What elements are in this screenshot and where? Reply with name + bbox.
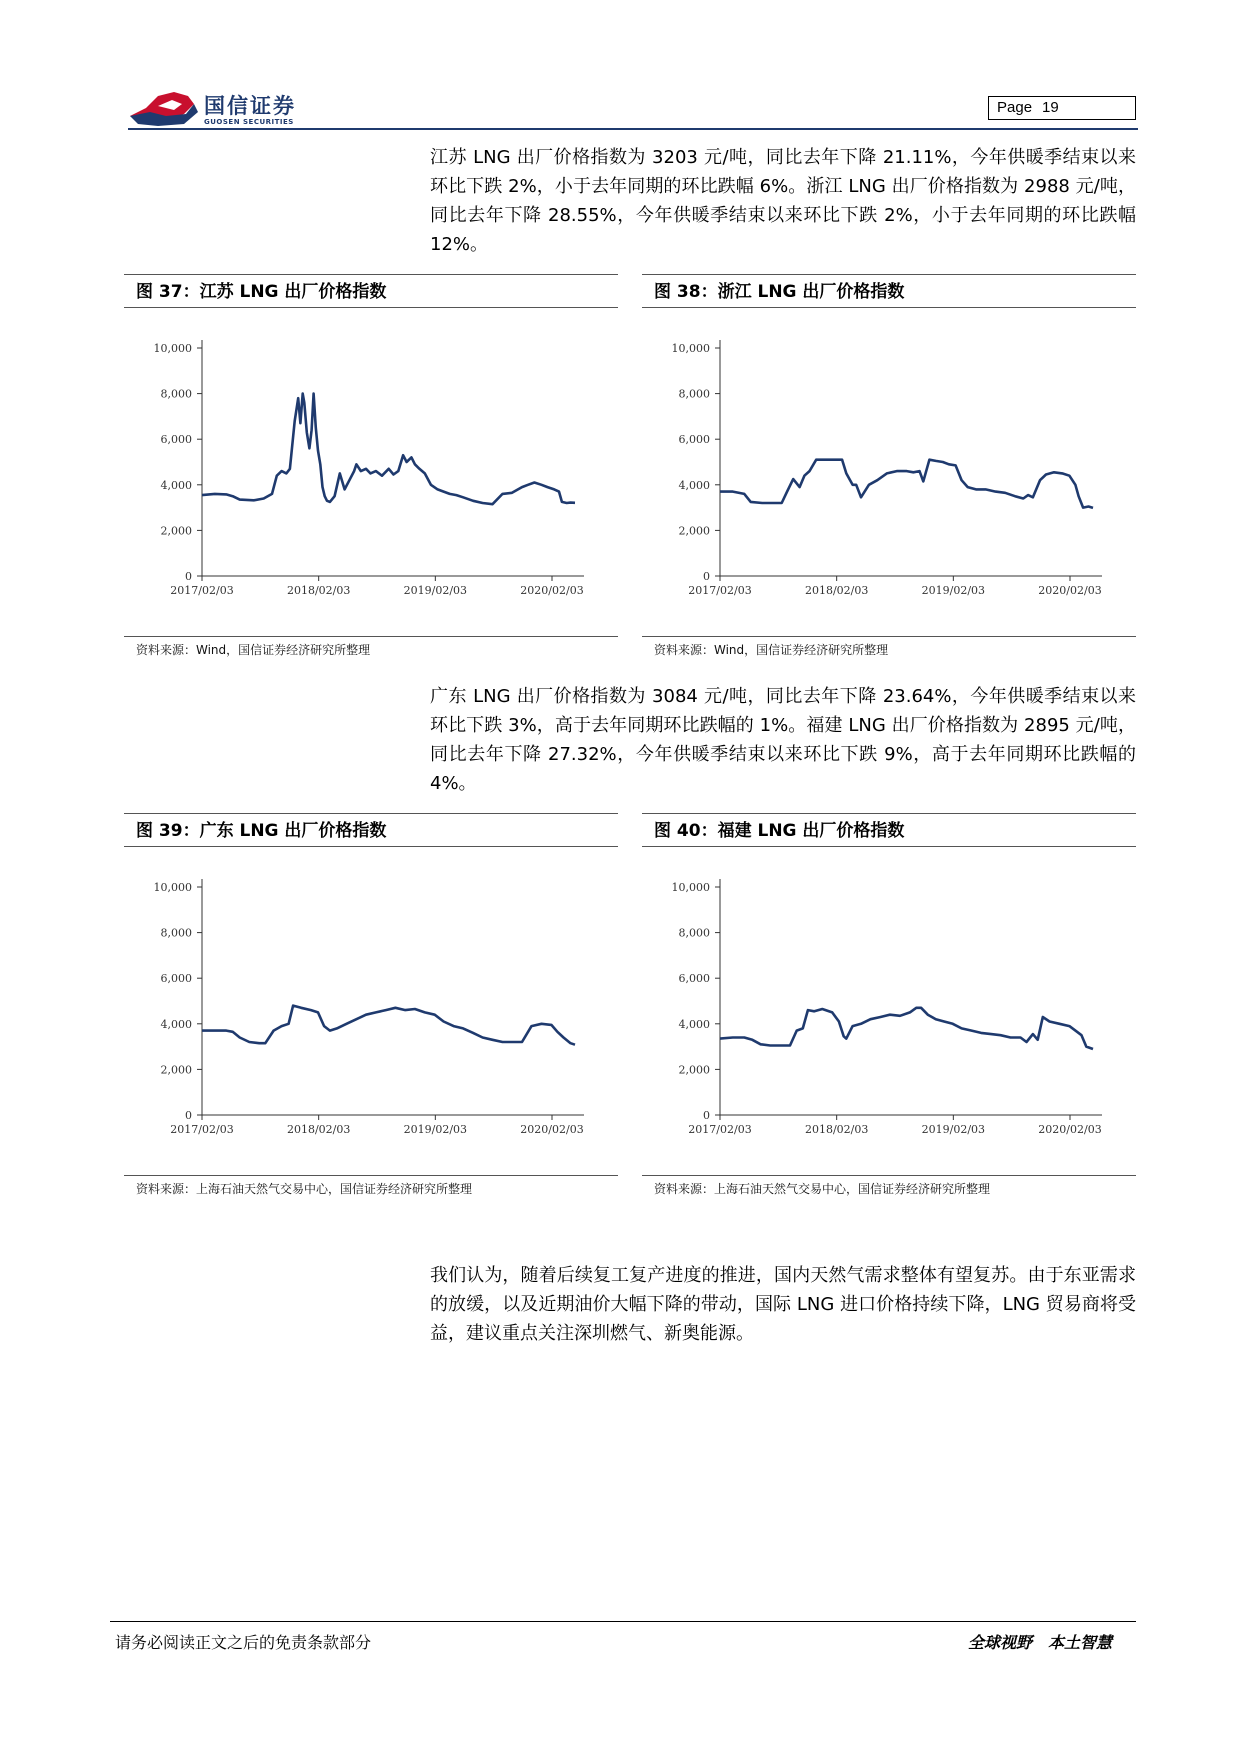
y-tick-label: 0 [185, 1109, 192, 1122]
y-tick-label: 2,000 [678, 1063, 710, 1077]
y-tick-label: 10,000 [153, 881, 192, 894]
page-indicator [988, 96, 1136, 120]
y-tick-label: 10,000 [153, 342, 192, 355]
page-number: 19 [1042, 99, 1059, 116]
footer-slogan: 全球视野 本土智慧 [968, 1633, 1113, 1652]
footer-rule [110, 1621, 1136, 1622]
series-line-0 [202, 394, 575, 505]
x-tick-label: 2018/02/03 [804, 1123, 869, 1136]
y-tick-label: 8,000 [160, 387, 192, 401]
y-tick-label: 10,000 [671, 881, 710, 894]
series-line-0 [202, 1006, 575, 1045]
series-line-0 [720, 1008, 1093, 1049]
x-tick-label: 2019/02/03 [921, 1123, 986, 1136]
chart-fujian-lng [642, 847, 1136, 1171]
chart-jiangsu-lng [124, 308, 618, 632]
figure-source: 资料来源：Wind，国信证券经济研究所整理 [124, 636, 618, 660]
page-label: Page [997, 99, 1033, 116]
x-tick-label: 2017/02/03 [170, 584, 234, 597]
figure-source: 资料来源：上海石油天然气交易中心，国信证券经济研究所整理 [124, 1175, 618, 1199]
x-tick-label: 2018/02/03 [286, 584, 351, 597]
y-tick-label: 8,000 [678, 387, 710, 401]
x-tick-label: 2019/02/03 [403, 584, 468, 597]
figure-39 [124, 813, 618, 1199]
footer-disclaimer: 请务必阅读正文之后的免责条款部分 [115, 1633, 372, 1652]
y-tick-label: 4,000 [678, 1017, 710, 1031]
chart-zhejiang-lng [642, 308, 1136, 632]
x-tick-label: 2017/02/03 [170, 1123, 234, 1136]
y-tick-label: 6,000 [678, 433, 710, 447]
y-tick-label: 10,000 [671, 342, 710, 355]
paragraph-conclusion: 我们认为，随着后续复工复产进度的推进，国内天然气需求整体有望复苏。由于东亚需求的放缓，以及近期油价大幅下降的带动，国际 LNG 进口价格持续下降，LNG 贸易商将受益，建议重点关注深圳燃气、新奥能源。 [430, 1265, 1136, 1344]
x-tick-label: 2017/02/03 [688, 584, 752, 597]
figure-source: 资料来源：Wind，国信证券经济研究所整理 [642, 636, 1136, 660]
figure-40 [642, 813, 1136, 1199]
x-tick-label: 2019/02/03 [403, 1123, 468, 1136]
header-rule [128, 128, 1138, 130]
figure-title: 图 40：福建 LNG 出厂价格指数 [642, 813, 1136, 847]
y-tick-label: 2,000 [160, 1063, 192, 1077]
x-tick-label: 2017/02/03 [688, 1123, 752, 1136]
y-tick-label: 6,000 [160, 972, 192, 986]
y-tick-label: 8,000 [160, 926, 192, 940]
y-tick-label: 8,000 [678, 926, 710, 940]
paragraph-jiangsu-zhejiang: 江苏 LNG 出厂价格指数为 3203 元/吨，同比去年下降 21.11%，今年供暖季结束以来环比下跌 2%，小于去年同期的环比跌幅 6%。浙江 LNG 出厂价格指数为 2988 元/吨，同比去年下降 28.55%，今年供暖季结束以来环比下跌 2%，小于去年同期的环比跌幅 12%。 [430, 147, 1136, 255]
series-line-0 [720, 460, 1093, 508]
brand-name-en: GUOSEN SECURITIES [204, 118, 294, 126]
x-tick-label: 2018/02/03 [804, 584, 869, 597]
x-tick-label: 2020/02/03 [520, 584, 584, 597]
x-tick-label: 2020/02/03 [1038, 584, 1102, 597]
y-tick-label: 0 [703, 1109, 710, 1122]
figure-title: 图 37：江苏 LNG 出厂价格指数 [124, 274, 618, 308]
figure-title: 图 39：广东 LNG 出厂价格指数 [124, 813, 618, 847]
x-tick-label: 2018/02/03 [286, 1123, 351, 1136]
x-tick-label: 2019/02/03 [921, 584, 986, 597]
figure-source: 资料来源：上海石油天然气交易中心，国信证券经济研究所整理 [642, 1175, 1136, 1199]
figure-38 [642, 274, 1136, 660]
figure-37 [124, 274, 618, 660]
y-tick-label: 4,000 [160, 478, 192, 492]
x-tick-label: 2020/02/03 [1038, 1123, 1102, 1136]
chart-guangdong-lng [124, 847, 618, 1171]
y-tick-label: 6,000 [678, 972, 710, 986]
figure-title: 图 38：浙江 LNG 出厂价格指数 [642, 274, 1136, 308]
y-tick-label: 6,000 [160, 433, 192, 447]
y-tick-label: 2,000 [678, 524, 710, 538]
y-tick-label: 4,000 [678, 478, 710, 492]
y-tick-label: 0 [703, 570, 710, 583]
y-tick-label: 2,000 [160, 524, 192, 538]
brand-name-cn: 国信证券 [204, 94, 296, 118]
y-tick-label: 0 [185, 570, 192, 583]
y-tick-label: 4,000 [160, 1017, 192, 1031]
x-tick-label: 2020/02/03 [520, 1123, 584, 1136]
paragraph-guangdong-fujian: 广东 LNG 出厂价格指数为 3084 元/吨，同比去年下降 23.64%，今年供暖季结束以来环比下跌 3%，高于去年同期环比跌幅的 1%。福建 LNG 出厂价格指数为 2895 元/吨，同比去年下降 27.32%，今年供暖季结束以来环比下跌 9%，高于去年同期环比跌幅的 4%。 [430, 686, 1136, 794]
